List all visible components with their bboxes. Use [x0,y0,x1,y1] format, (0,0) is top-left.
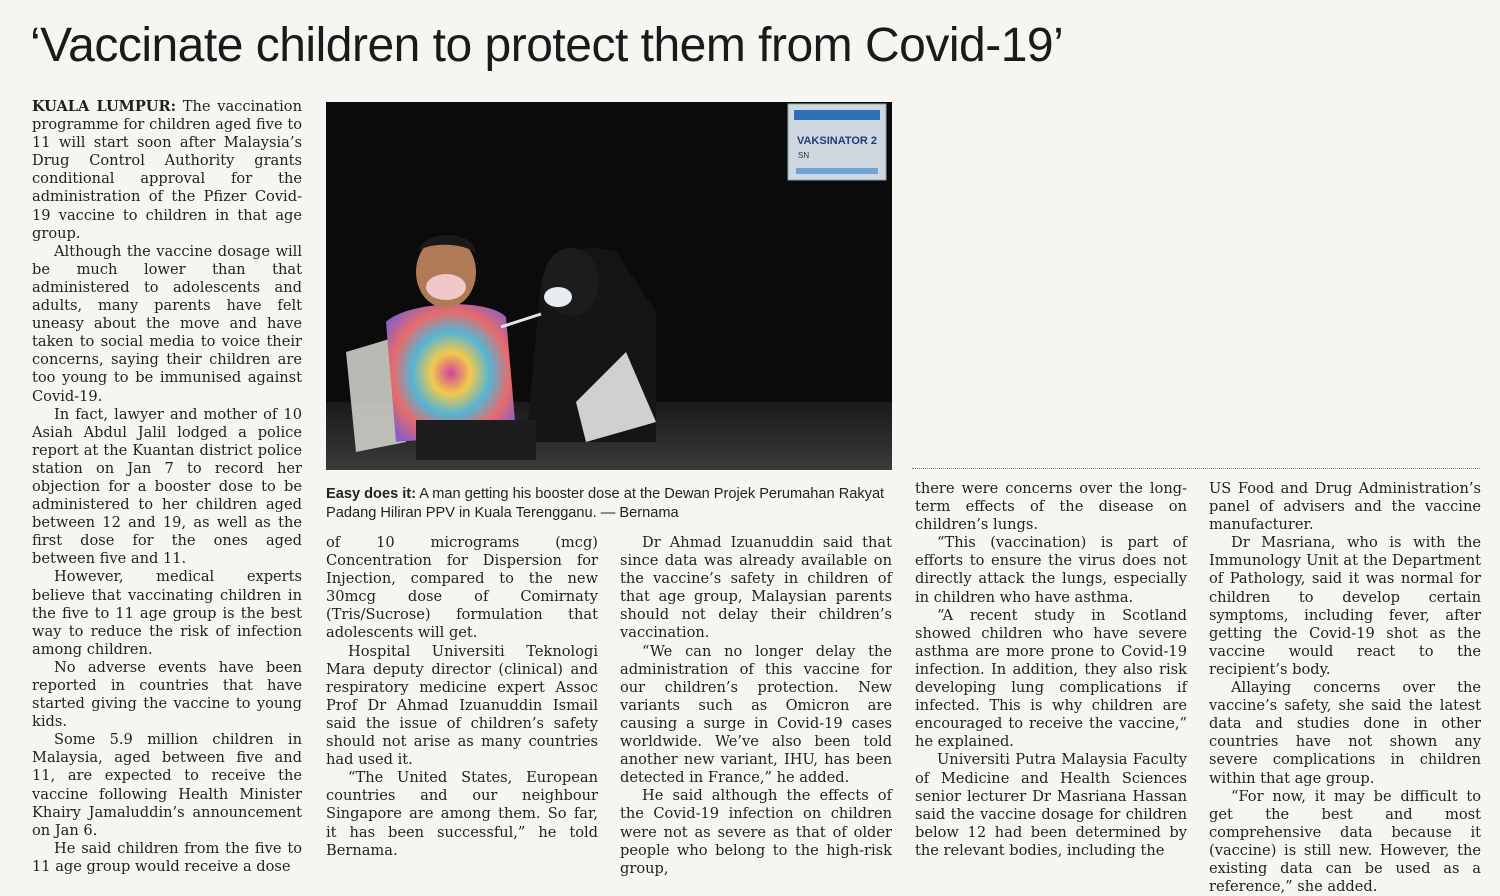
paragraph: He said although the effects of the Covid-19 infection on children were not as severe as that of older people who belong to the high-risk group, [620,787,892,877]
dateline: KUALA LUMPUR: [32,98,177,115]
face-mask [426,274,466,300]
paragraph: In fact, lawyer and mother of 10 Asiah Abdul Jalil lodged a police report at the Kuantan district police station on Jan 7 to record her objection for a booster dose to be administered to her children aged between 12 and 19, as well as the first dose for the ones aged between five and 11. [32,405,302,568]
paragraph [32,98,302,243]
sign-text: VAKSINATOR 2 [796,135,878,147]
headline: ‘Vaccinate children to protect them from Covid-19’ [30,19,1064,72]
paragraph: No adverse events have been reported in countries that have started giving the vaccine to young kids. [32,658,302,731]
paragraph: Dr Masriana, who is with the Immunology Unit at the Department of Pathology, said it was normal for children to develop certain symptoms, including fever, after getting the Covid-19 shot as the vaccine would react to the recipient’s body. [1209,534,1481,678]
paragraph: “A recent study in Scotland showed children who have severe asthma are more prone to Covid-19 infection. In addition, they also risk developing lung complications if infected. This is why children are encouraged to receive the vaccine,” he explained. [915,606,1187,751]
paragraph: “We can no longer delay the administration of this vaccine for our children’s protection. New variants such as Omicron are causing a surge in Covid-19 cases worldwide. We’ve also been told another new variant, IHU, has been detected in France,” he added. [620,642,892,787]
article-column-3 [620,534,892,878]
paragraph: US Food and Drug Administration’s panel of advisers and the vaccine manufacturer. [1209,480,1481,534]
article-column-5 [1209,480,1481,896]
paragraph: However, medical experts believe that vaccinating children in the five to 11 age group is the best way to reduce the risk of infection among children. [32,568,302,658]
vaccination-photo-illustration [326,102,892,470]
paragraph: Some 5.9 million children in Malaysia, aged between five and 11, are expected to receive the vaccine following Health Minister Khairy Jamaluddin’s announcement on Jan 6. [32,731,302,839]
photo-caption [326,485,896,523]
paragraph: Dr Ahmad Izuanuddin said that since data was already available on the vaccine’s safety in children of that age group, Malaysian parents should not delay their children’s vaccination. [620,534,892,642]
paragraph: Although the vaccine dosage will be much lower than that administered to adolescents and adults, many parents have felt uneasy about the move and have taken to social media to voice their concerns, saying their children are too young to be immunised against Covid-19. [32,242,302,405]
article-column-4 [915,480,1187,860]
divider-rule [912,468,1480,469]
paragraph: He said children from the five to 11 age group would receive a dose [32,839,302,875]
paragraph: “This (vaccination) is part of efforts to ensure the virus does not directly attack the lungs, especially in children who have asthma. [915,534,1187,606]
paragraph: Hospital Universiti Teknologi Mara deputy director (clinical) and respiratory medicine expert Assoc Prof Dr Ahmad Izuanuddin Ismail said the issue of children’s safety should not arise as many countries had used it. [326,642,598,769]
paragraph: Allaying concerns over the vaccine’s safety, she said the latest data and studies done in other countries have not shown any severe complications in children within that age group. [1209,679,1481,787]
paragraph: of 10 micrograms (mcg) Concentration for Dispersion for Injection, compared to the new 30mcg dose of Comirnaty (Tris/Sucrose) formulation that adolescents will get. [326,534,598,642]
sign-subtext: SN [798,151,810,160]
paragraph-text: The vaccination programme for children aged five to 11 will start soon after Malaysia’s Drug Control Authority grants conditional approval for the administration of the Pfizer Covid-19 vaccine to children in that age group. [32,98,302,242]
caption-text: A man getting his booster dose at the Dewan Projek Perumahan Rakyat Padang Hiliran PPV in Kuala Terengganu. — Bernama [326,486,885,521]
paragraph: “For now, it may be difficult to get the best and most comprehensive data because it (vaccine) is still new. However, the existing data can be used as a reference,” she added. [1209,787,1481,896]
paragraph: “The United States, European countries and our neighbour Singapore are among them. So far, it has been successful,” he told Bernama. [326,769,598,859]
caption-lead: Easy does it: [326,486,417,502]
paragraph: Universiti Putra Malaysia Faculty of Medicine and Health Sciences senior lecturer Dr Masriana Hassan said the vaccine dosage for children below 12 had been determined by the relevant bodies, including the [915,751,1187,859]
article-column-2 [326,534,598,860]
news-photo [326,102,892,470]
paragraph: there were concerns over the long-term effects of the disease on children’s lungs. [915,480,1187,534]
article-column-1 [32,98,302,876]
